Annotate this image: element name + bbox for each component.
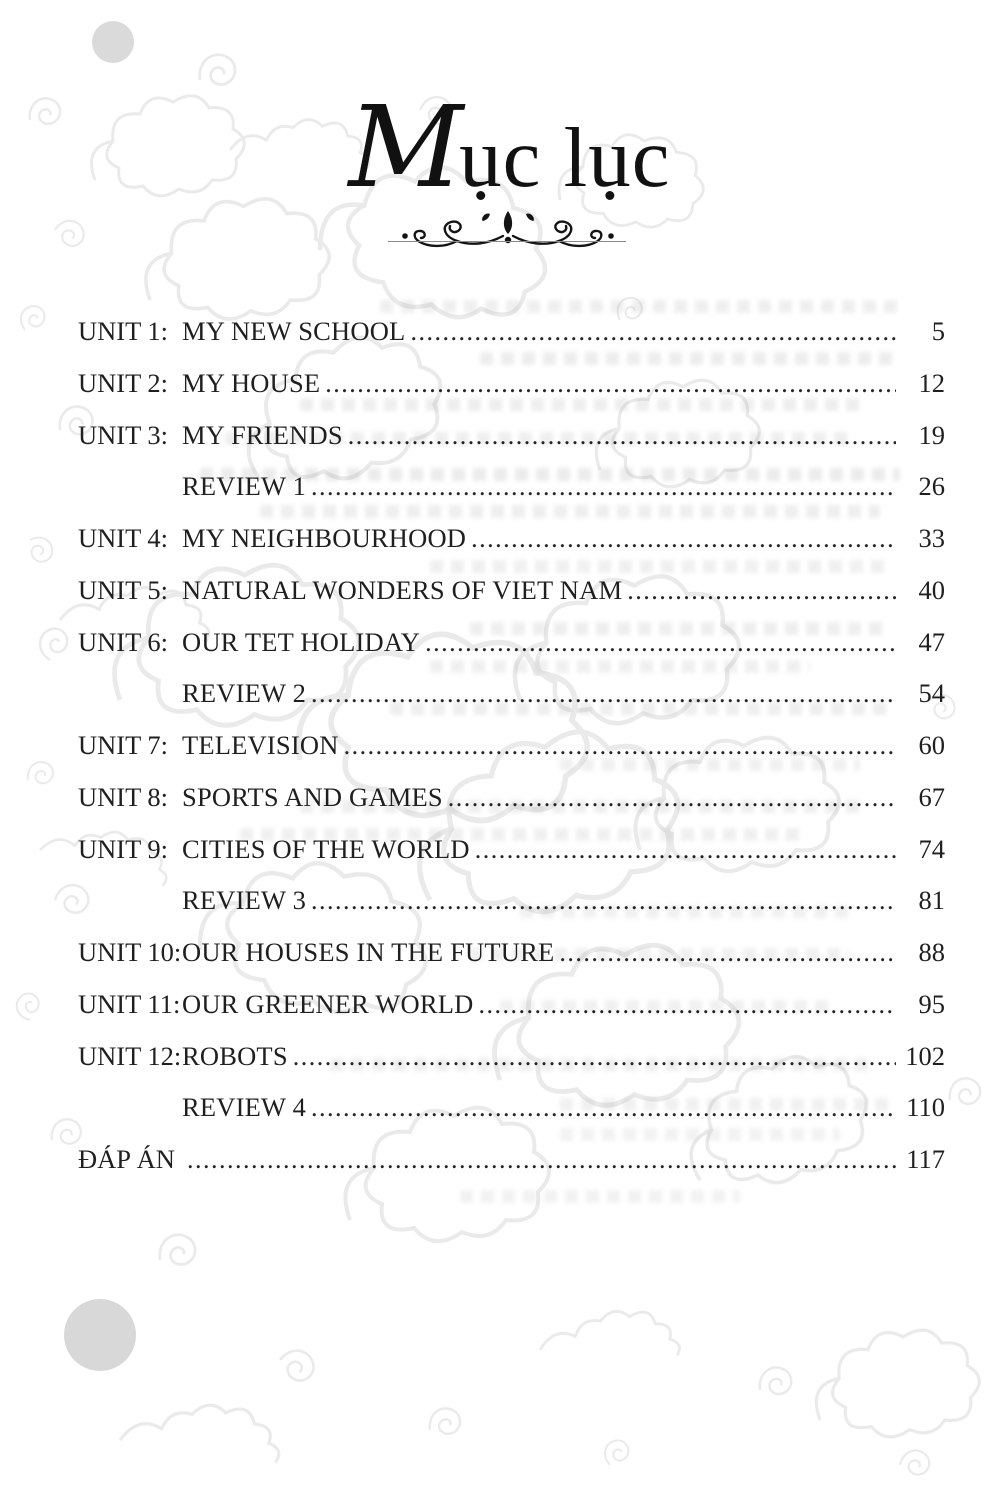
toc-entry-title: NATURAL WONDERS OF VIET NAM [182,574,623,605]
toc-entry-page-number: 74 [918,833,945,864]
toc-entry-page-number: 88 [918,937,945,967]
title-underline [388,241,626,242]
toc-entry-title: MY FRIENDS [182,419,343,450]
toc-entry-label: UNIT 6: [78,626,169,657]
toc-entry [78,410,945,462]
toc-entry [78,927,945,979]
toc-entry-title: ROBOTS [182,1040,288,1071]
toc-entry-label: UNIT 5: [78,574,169,605]
dot-leader-icon [478,979,896,1031]
toc-entry-title: OUR TET HOLIDAY [182,626,421,657]
toc-entry-title: TELEVISION [182,730,339,760]
toc-entry-page-number: 47 [918,626,945,657]
dot-leader-icon [325,358,896,410]
toc-entry-title: REVIEW 2 [182,678,307,709]
toc-entry-label: UNIT 4: [78,523,169,553]
toc-entry-label: UNIT 12: [78,1040,182,1071]
toc-entry-title: OUR HOUSES IN THE FUTURE [182,937,555,967]
toc-entry-page-number: 81 [918,885,945,916]
toc-entry [78,772,945,824]
dot-leader-icon [187,1134,896,1186]
toc-entry-title: REVIEW 4 [182,1092,307,1123]
toc-entry [78,565,945,617]
page-header [0,83,985,242]
toc-entry-label: UNIT 2: [78,367,169,398]
toc-list [78,306,945,1186]
toc-entry [78,1134,945,1186]
toc-entry-label: UNIT 3: [78,419,169,450]
toc-entry-title: MY NEIGHBOURHOOD [182,523,467,553]
toc-entry-page-number: 67 [918,781,945,812]
toc-entry-page-number: 117 [906,1144,945,1174]
toc-entry-page-number: 12 [918,367,945,398]
toc-entry-page-number: 40 [918,574,945,605]
toc-entry [78,720,945,772]
toc-entry-page-number: 19 [918,419,945,450]
toc-entry-title: REVIEW 1 [182,471,307,502]
toc-entry-title: OUR GREENER WORLD [182,988,474,1019]
toc-entry [78,875,945,927]
toc-entry-label: UNIT 10: [78,937,182,967]
dot-leader-icon [348,410,896,462]
toc-entry-page-number: 95 [918,988,945,1019]
flourish-divider-icon [348,210,638,250]
toc-entry [78,306,945,358]
toc-entry-title: REVIEW 3 [182,885,307,916]
toc-entry-page-number: 33 [918,523,945,553]
dot-leader-icon [448,772,896,824]
dot-leader-icon [471,513,896,565]
toc-entry-page-number: 26 [918,471,945,502]
toc-entry [78,979,945,1031]
dot-leader-icon [311,1082,896,1134]
dot-leader-icon [475,824,896,876]
toc-entry-page-number: 102 [905,1040,945,1071]
toc-entry-title: CITIES OF THE WORLD [182,833,470,864]
toc-entry-label: UNIT 7: [78,730,169,760]
dot-leader-icon [410,306,896,358]
dot-leader-icon [627,565,896,617]
dot-leader-icon [344,720,896,772]
dot-leader-icon [311,668,896,720]
toc-entry-label: UNIT 8: [78,781,169,812]
toc-entry-page-number: 110 [906,1092,945,1123]
toc-entry [78,668,945,720]
toc-entry-page-number: 5 [931,316,945,346]
toc-entry-page-number: 60 [918,730,945,760]
toc-entry-label: UNIT 1: [78,316,169,346]
toc-entry-label: ĐÁP ÁN [78,1144,175,1174]
toc-entry-label: UNIT 9: [78,833,169,864]
toc-entry-title: MY HOUSE [182,367,321,398]
dot-leader-icon [311,875,896,927]
toc-entry [78,617,945,669]
page-title [0,83,985,213]
toc-entry [78,461,945,513]
toc-entry [78,1031,945,1083]
toc-entry [78,358,945,410]
title-initial: M [348,83,462,213]
toc-entry-title: SPORTS AND GAMES [182,781,443,812]
toc-entry [78,1082,945,1134]
toc-entry-label: UNIT 11: [78,988,181,1019]
toc-entry-title: MY NEW SCHOOL [182,316,406,346]
dot-leader-icon [293,1031,896,1083]
toc-entry [78,513,945,565]
toc-entry [78,824,945,876]
title-rest: ục lục [459,111,671,205]
toc-entry-page-number: 54 [918,678,945,709]
dot-leader-icon [559,927,896,979]
dot-leader-icon [425,617,896,669]
dot-leader-icon [311,461,896,513]
